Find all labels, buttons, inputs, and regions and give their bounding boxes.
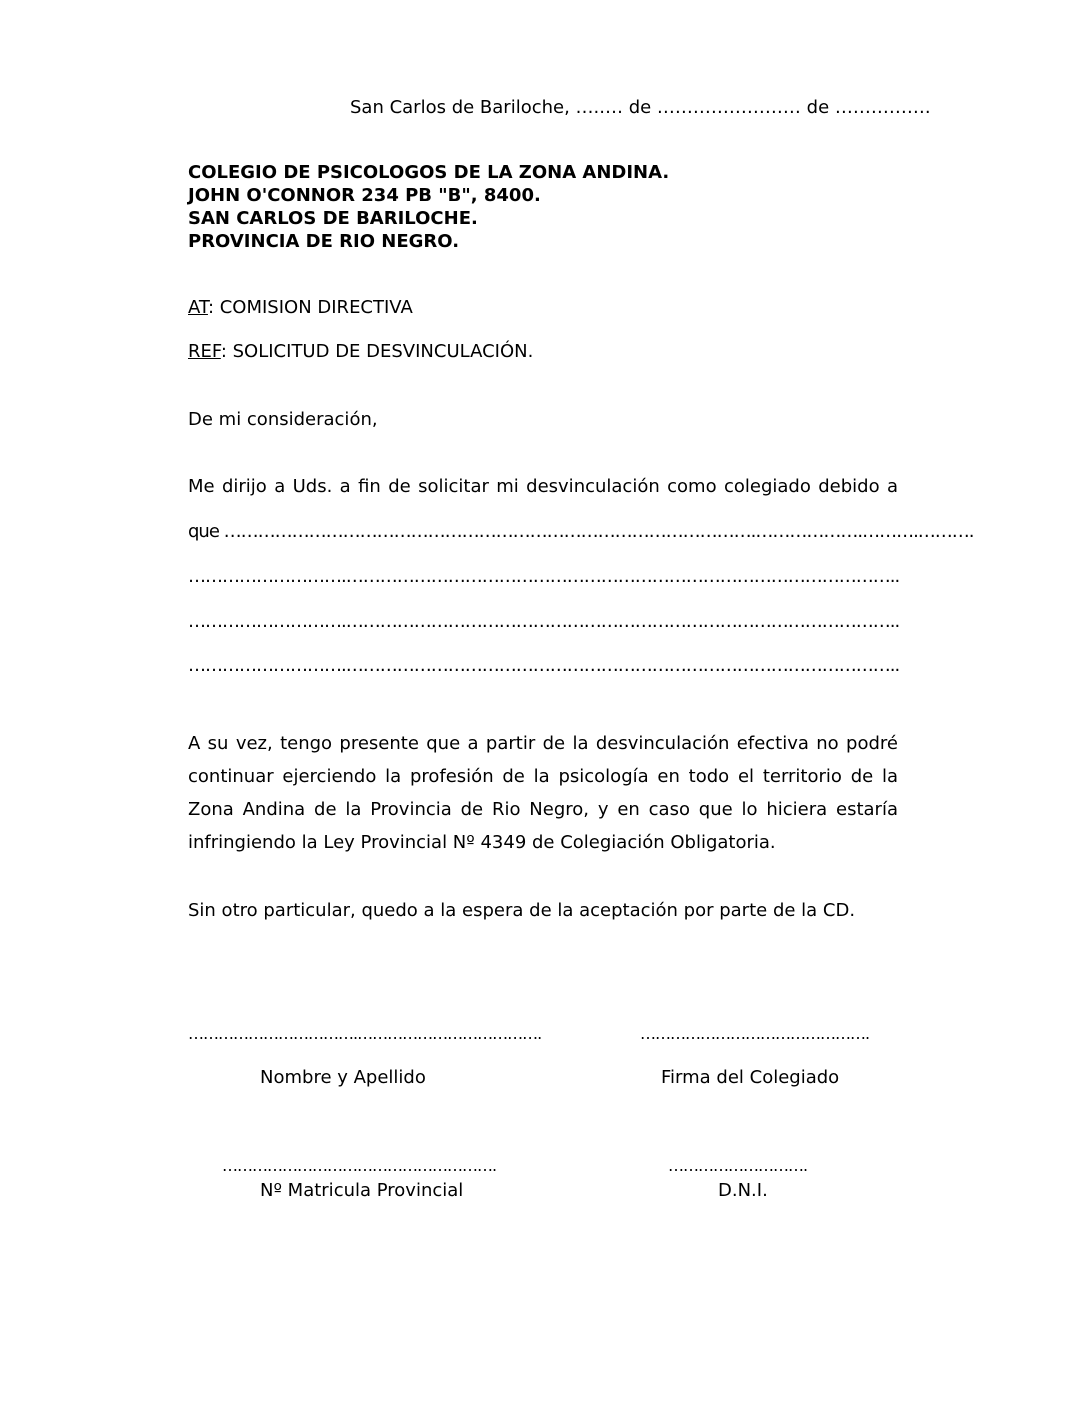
recipient-line-2: JOHN O'CONNOR 234 PB "B", 8400.: [188, 185, 541, 206]
attention-label: AT: [188, 297, 208, 318]
reference-value: : SOLICITUD DE DESVINCULACIÓN.: [220, 341, 534, 362]
body1-line-5: ……………………….……………………………………………………………………………………..: [188, 655, 900, 676]
attention-line: [188, 299, 413, 317]
body1-line-3: ……………………….……………………………………………………………………………………..: [188, 566, 900, 587]
reference-line: [188, 343, 533, 361]
name-dotted-line: …………………………….……………………………….: [188, 1024, 542, 1043]
attention-value: : COMISION DIRECTIVA: [207, 297, 413, 318]
signature-dotted-line: ……………………………………….: [640, 1024, 870, 1043]
date-line: San Carlos de Bariloche, …..… de …………………… de …………….: [350, 97, 931, 118]
signature-label: Firma del Colegiado: [661, 1067, 840, 1088]
name-label: Nombre y Apellido: [260, 1067, 426, 1088]
body2-line-4: infringiendo la Ley Provincial Nº 4349 de Colegiación Obligatoria.: [188, 832, 776, 853]
reference-label: REF: [188, 341, 221, 362]
closing-line: Sin otro particular, quedo a la espera de la aceptación por parte de la CD.: [188, 900, 856, 921]
body1-line-1: Me dirijo a Uds. a fin de solicitar mi desvinculación como colegiado debido a: [188, 476, 898, 497]
body2-line-1: A su vez, tengo presente que a partir de la desvinculación efectiva no podré: [188, 733, 898, 754]
recipient-line-3: SAN CARLOS DE BARILOCHE.: [188, 208, 478, 229]
dni-label: D.N.I.: [718, 1180, 768, 1201]
recipient-line-4: PROVINCIA DE RIO NEGRO.: [188, 231, 460, 252]
recipient-line-1: COLEGIO DE PSICOLOGOS DE LA ZONA ANDINA.: [188, 162, 670, 183]
matricula-label: Nº Matricula Provincial: [260, 1180, 464, 1201]
body2-line-2: continuar ejerciendo la profesión de la psicología en todo el territorio de la: [188, 766, 898, 787]
salutation: De mi consideración,: [188, 409, 378, 430]
dni-dotted-line: ……………………….: [668, 1156, 808, 1175]
body2-line-3: Zona Andina de la Provincia de Rio Negro, y en caso que lo hiciera estaría: [188, 799, 898, 820]
body1-line-2: que ………………………………………………………………………………….……………….……….……….: [188, 521, 974, 542]
body1-line-4: ……………………….……………………………………………………………………………………..: [188, 611, 900, 632]
matricula-dotted-line: ……………………………………………….: [222, 1156, 497, 1175]
